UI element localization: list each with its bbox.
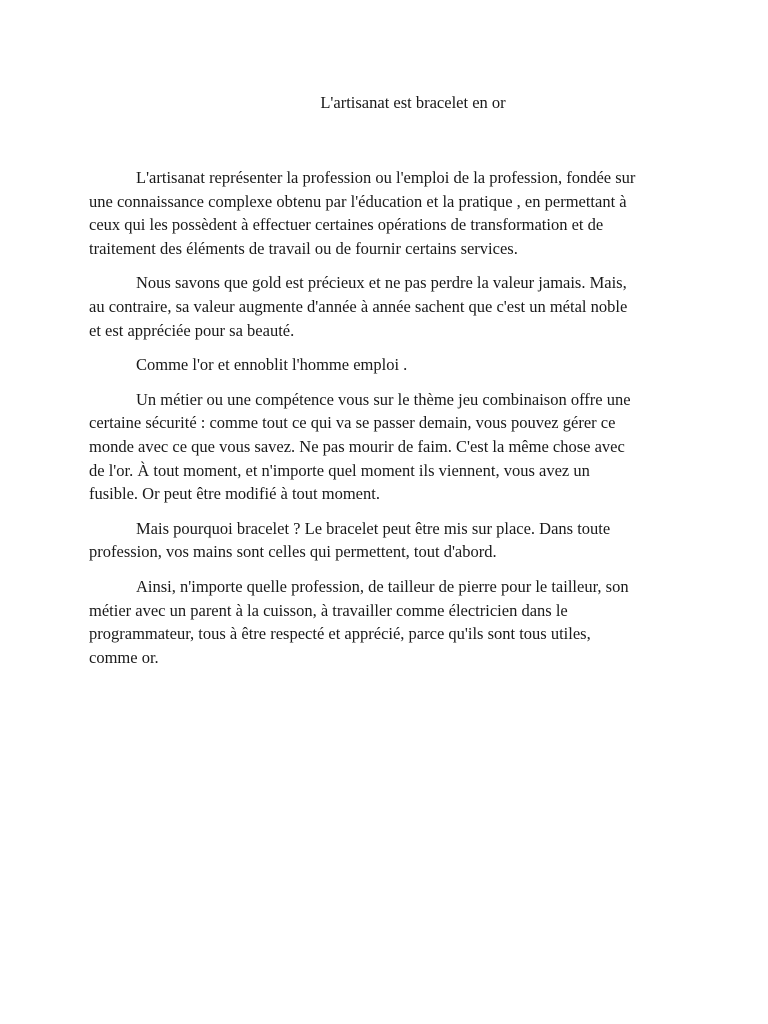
paragraph-line: de l'or. À tout moment, et n'importe quel moment ils viennent, vous avez un [89, 460, 590, 480]
paragraph-4 [89, 388, 684, 506]
paragraph-line: comme or. [89, 647, 159, 667]
paragraph-line: fusible. Or peut être modifié à tout moment. [89, 484, 380, 504]
paragraph-line: certaine sécurité : comme tout ce qui va se passer demain, vous pouvez gérer ce [89, 413, 616, 433]
paragraph-line: ceux qui les possèdent à effectuer certaines opérations de transformation et de [89, 215, 604, 235]
paragraph-6 [89, 575, 684, 669]
paragraph-line: métier avec un parent à la cuisson, à travailler comme électricien dans le [89, 600, 568, 620]
paragraph-line: Un métier ou une compétence vous sur le thème jeu combinaison offre une [136, 389, 631, 409]
paragraph-line: traitement des éléments de travail ou de fournir certains services. [89, 238, 518, 258]
paragraph-line: et est appréciée pour sa beauté. [89, 320, 295, 340]
paragraph-line: Nous savons que gold est précieux et ne pas perdre la valeur jamais. Mais, [136, 273, 627, 293]
paragraph-2 [89, 271, 684, 342]
paragraph-line: Ainsi, n'importe quelle profession, de tailleur de pierre pour le tailleur, son [136, 576, 629, 596]
document-title: L'artisanat est bracelet en or [320, 93, 506, 112]
paragraph-3 [89, 353, 684, 377]
paragraph-line: une connaissance complexe obtenu par l'éducation et la pratique , en permettant à [89, 191, 627, 211]
paragraph-line: programmateur, tous à être respecté et apprécié, parce qu'ils sont tous utiles, [89, 624, 591, 644]
paragraph-line: profession, vos mains sont celles qui permettent, tout d'abord. [89, 542, 497, 562]
paragraph-5 [89, 517, 684, 564]
paragraph-line: Mais pourquoi bracelet ? Le bracelet peut être mis sur place. Dans toute [136, 518, 611, 538]
paragraph-line: Comme l'or et ennoblit l'homme emploi . [136, 355, 408, 375]
document-body [89, 166, 684, 680]
paragraph-1 [89, 166, 684, 260]
paragraph-line: au contraire, sa valeur augmente d'année à année sachent que c'est un métal noble [89, 296, 628, 316]
paragraph-line: monde avec ce que vous savez. Ne pas mourir de faim. C'est la même chose avec [89, 436, 625, 456]
paragraph-line: L'artisanat représenter la profession ou l'emploi de la profession, fondée sur [136, 168, 636, 187]
